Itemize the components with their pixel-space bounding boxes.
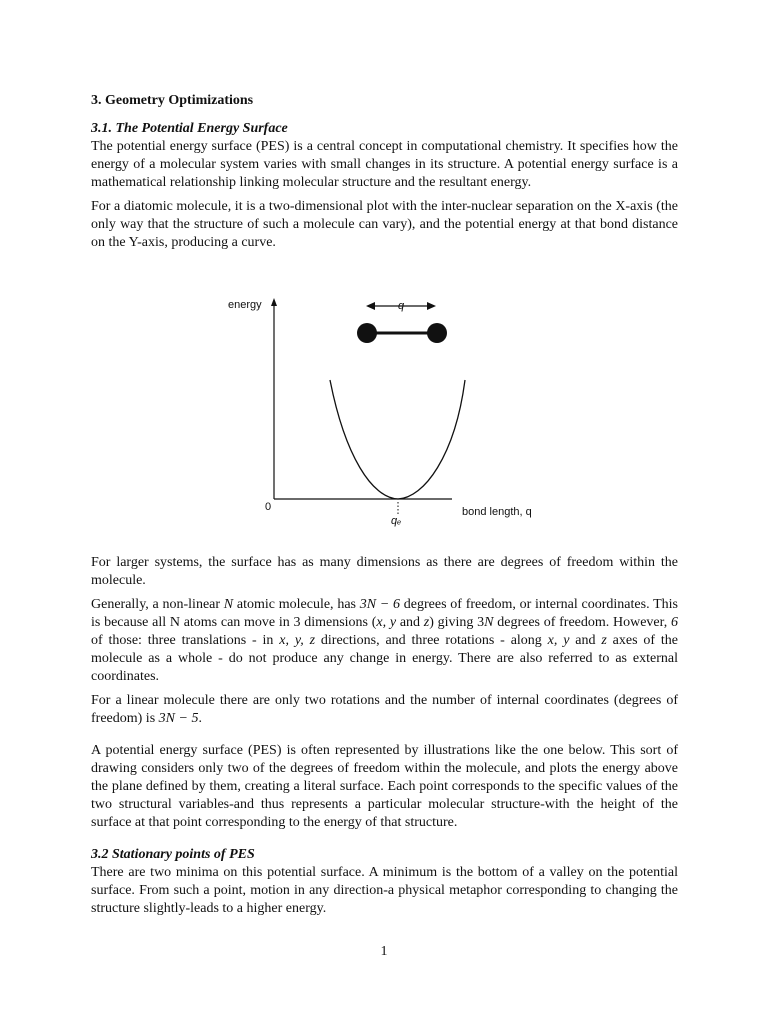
paragraph-pes-intro: The potential energy surface (PES) is a central concept in computational chemistry. It specifies how the energy of a molecular system varies with small changes in its structure. A potential energy surface is a mathematical relationship linking molecular structure and the resultant energy. (91, 139, 678, 190)
var-xy: x, y (376, 615, 397, 630)
section-title: 3. Geometry Optimizations (91, 93, 254, 108)
document-body (91, 92, 678, 258)
var-n: N (484, 615, 494, 630)
atom-right-icon (427, 323, 447, 343)
text: directions, and three rotations - along (315, 633, 548, 648)
text: and (396, 615, 424, 630)
var-6: 6 (671, 615, 678, 630)
document-body-continued (91, 554, 678, 924)
text: Generally, a non-linear (91, 597, 224, 612)
paragraph-diatomic: For a diatomic molecule, it is a two-dimensional plot with the inter-nuclear separation on the X-axis (the only way that the structure of such a molecule can vary), and the potential energy at that bond distance on the Y-axis, producing a curve. (91, 199, 678, 250)
y-axis-label: energy (228, 299, 262, 311)
text: For a linear molecule there are only two rotations and the number of internal coordinates (degrees of freedom) is (91, 693, 678, 726)
text: . (198, 711, 202, 726)
paragraph-larger-systems: For larger systems, the surface has as many dimensions as there are degrees of freedom within the molecule. (91, 555, 678, 588)
paragraph-minima: There are two minima on this potential surface. A minimum is the bottom of a valley on the potential surface. From such a point, motion in any direction-a physical metaphor corresponding to changing the structure slightly-leads to a higher energy. (91, 865, 678, 916)
text: degrees of freedom. However, (493, 615, 671, 630)
page-number: 1 (380, 944, 388, 959)
var-n: N (223, 597, 234, 612)
equilibrium-label: qₑ (391, 515, 402, 527)
pes-diatomic-figure (0, 296, 768, 536)
pes-curve-diagram (0, 296, 768, 536)
x-axis-label: bond length, q (462, 506, 532, 518)
text: ) giving 3 (429, 615, 485, 630)
paragraph-nonlinear (91, 596, 678, 686)
arrow-right-icon (427, 302, 436, 310)
text: axes of the molecule as a whole - do not produce any change in energy. There are also referred to as external coordinates. (91, 633, 678, 684)
origin-label: 0 (265, 501, 272, 513)
text: of those: three translations - in (91, 633, 280, 648)
text: degrees of freedom, or internal coordinates. This is because all N atoms can move in 3 dimensions ( (91, 597, 678, 630)
y-axis-arrow-icon (271, 298, 277, 306)
var-xy: x, y (547, 633, 570, 648)
subsection-title-stationary: 3.2 Stationary points of PES (91, 847, 255, 862)
var-z: z (601, 633, 607, 648)
q-label: q (398, 300, 405, 312)
paragraph-pes-illustration: A potential energy surface (PES) is often represented by illustrations like the one below. This sort of drawing considers only two of the degrees of freedom within the molecule, and plots the energy above the plane defined by them, creating a literal surface. Each point corresponds to the specific values of the two structural variables-and thus represents a particular molecular structure-with the height of the surface at that point corresponding to the energy of that structure. (91, 743, 678, 830)
text: atomic molecule, has (233, 597, 360, 612)
formula-3n-5: 3N − 5 (158, 711, 199, 726)
arrow-left-icon (366, 302, 375, 310)
var-xyz: x, y, z (279, 633, 316, 648)
text: and (569, 633, 602, 648)
formula-3n-6: 3N − 6 (359, 597, 401, 612)
var-z: z (423, 615, 430, 630)
atom-left-icon (357, 323, 377, 343)
potential-energy-curve (330, 380, 465, 499)
subsection-title-pes: 3.1. The Potential Energy Surface (91, 121, 288, 136)
paragraph-linear (91, 692, 678, 728)
